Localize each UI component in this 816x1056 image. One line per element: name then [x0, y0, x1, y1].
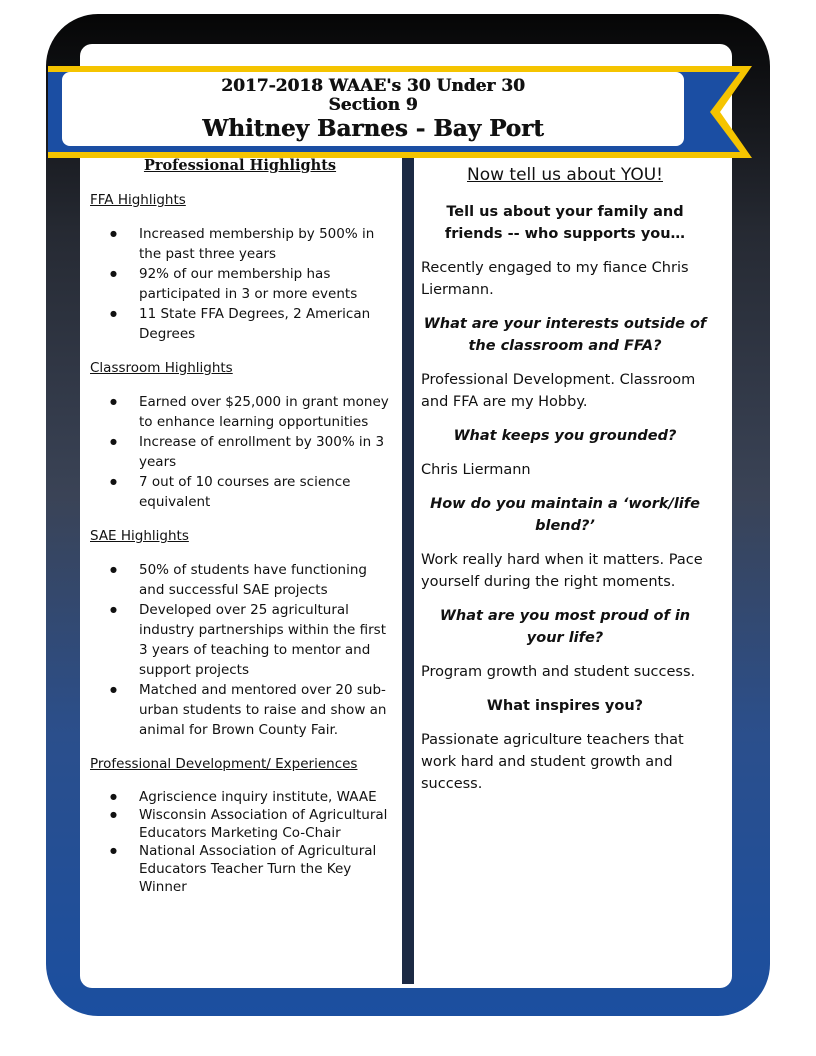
answer-grounded: Chris Liermann [421, 462, 531, 478]
professional-highlights-column [90, 156, 390, 910]
professional-development-list [90, 788, 390, 896]
list-item: ● Developed over 25 agricultural industry partnerships within the first 3 years of teaching to mentor and support projects [90, 600, 390, 680]
professional-development-heading: Professional Development/ Experiences [90, 756, 358, 772]
banner-honoree-name: Whitney Barnes - Bay Port [202, 115, 544, 142]
list-item: ● Wisconsin Association of Agricultural Educators Marketing Co-Chair [90, 806, 390, 842]
question-proud: What are you most proud of in your life? [439, 608, 691, 646]
question-grounded: What keeps you grounded? [453, 428, 677, 444]
list-item: ● Matched and mentored over 20 sub-urban students to raise and show an animal for Brown County Fair. [90, 680, 390, 740]
banner-section: Section 9 [328, 95, 418, 115]
list-item: ● Earned over $25,000 in grant money to enhance learning opportunities [90, 392, 390, 432]
list-item: ● Increased membership by 500% in the past three years [90, 224, 390, 264]
question-interests: What are your interests outside of the classroom and FFA? [423, 316, 707, 354]
ffa-highlights-list [90, 224, 390, 344]
banner-award-title: 2017-2018 WAAE's 30 Under 30 [221, 76, 525, 96]
ffa-highlights-heading: FFA Highlights [90, 192, 186, 208]
question-work-life: How do you maintain a ‘work/life blend?’ [430, 496, 700, 534]
question-family: Tell us about your family and friends -- who supports you… [444, 204, 686, 242]
list-item: ● National Association of Agricultural Educators Teacher Turn the Key Winner [90, 842, 390, 896]
about-you-title: Now tell us about YOU! [467, 165, 663, 185]
sae-highlights-heading: SAE Highlights [90, 528, 189, 544]
list-item: ● Increase of enrollment by 300% in 3 years [90, 432, 390, 472]
classroom-highlights-heading: Classroom Highlights [90, 360, 233, 376]
list-item: ● Agriscience inquiry institute, WAAE [90, 788, 390, 806]
header-banner [62, 72, 684, 146]
column-divider [402, 150, 414, 984]
answer-proud: Program growth and student success. [421, 664, 696, 680]
answer-inspires: Passionate agriculture teachers that work hard and student growth and success. [421, 732, 684, 792]
classroom-highlights-list [90, 392, 390, 512]
list-item: ● 7 out of 10 courses are science equivalent [90, 472, 390, 512]
answer-interests: Professional Development. Classroom and FFA are my Hobby. [421, 372, 696, 410]
professional-highlights-title: Professional Highlights [143, 157, 337, 174]
sae-highlights-list [90, 560, 390, 740]
about-you-column [421, 163, 709, 807]
answer-family: Recently engaged to my fiance Chris Liermann. [421, 260, 689, 298]
list-item: ● 11 State FFA Degrees, 2 American Degrees [90, 304, 390, 344]
answer-work-life: Work really hard when it matters. Pace yourself during the right moments. [421, 552, 703, 590]
list-item: ● 50% of students have functioning and successful SAE projects [90, 560, 390, 600]
question-inspires: What inspires you? [486, 698, 644, 714]
list-item: ● 92% of our membership has participated in 3 or more events [90, 264, 390, 304]
